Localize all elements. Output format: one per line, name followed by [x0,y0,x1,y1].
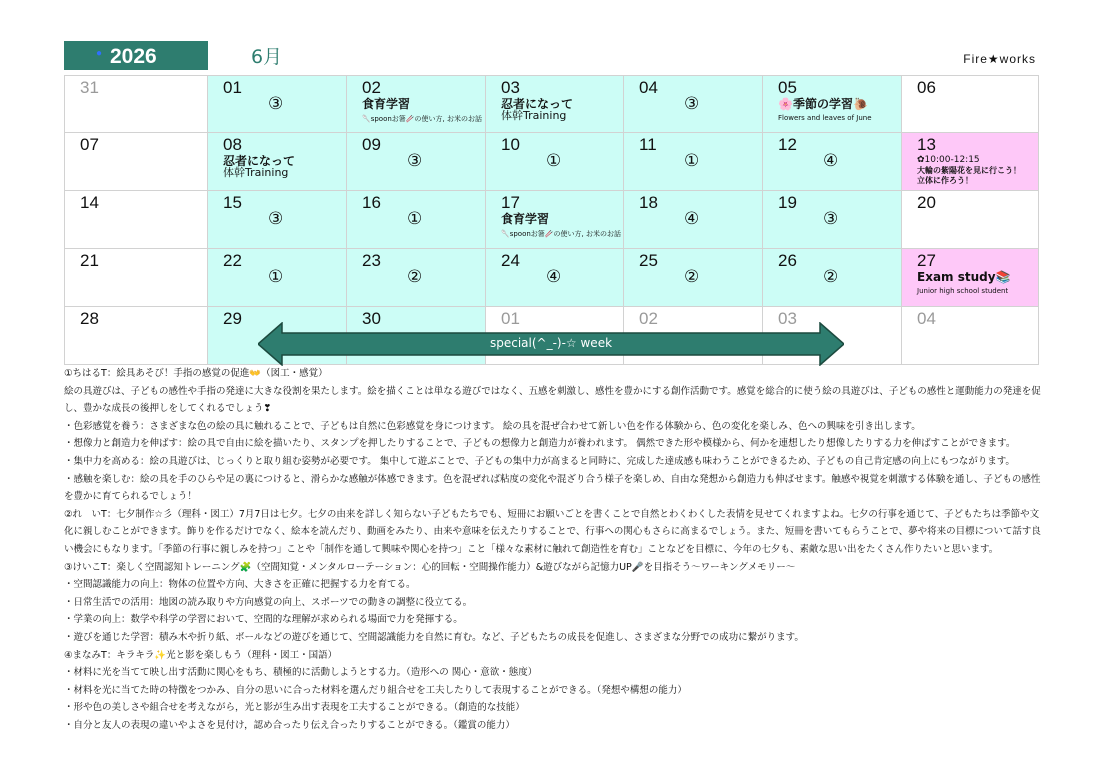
day-number: 01 [223,78,242,97]
brand-logo-text: Fire★works [963,52,1036,66]
day-number: 02 [639,309,658,328]
activity-marker: ④ [823,151,839,171]
activity-marker: ① [268,267,284,287]
day-number: 16 [362,193,381,212]
day-number: 01 [501,309,520,328]
calendar-day-cell [64,307,208,365]
calendar-day-cell [624,133,763,191]
activity-marker: ① [546,151,562,171]
calendar-day-cell [208,249,347,307]
calendar-day-cell [624,249,763,307]
day-number: 14 [80,193,99,212]
note-paragraph: ・空間認識能力の向上：物体の位置や方向、大きさを正確に把握する力を育てる。 [64,579,416,591]
note-paragraph: ・形や色の美しさや組合せを考えながら，光と影が生み出す表現を工夫することができる。（創造的な技能） [64,702,525,714]
activity-marker: ② [407,267,423,287]
activity-marker: ③ [407,151,423,171]
day-number: 11 [639,135,657,154]
event-line: 立体に作ろう！ [917,176,973,185]
note-paragraph: ・自分と友人の表現の違いやよさを見付け，認め合ったり伝え合ったりすることができる。（鑑賞の能力） [64,719,515,731]
event-note: 🥄spoonお箸🥢の使い方, お米のお話 [362,115,482,123]
day-number: 21 [80,251,99,270]
note-paragraph: ②れ いT：七夕制作☆彡（理科・図工）7月7日は七夕。七夕の由来を詳しく知らない子どもたちでも、短冊にお願いごとを書くことで自然とわくわくした表情を見せてくれますよね。七夕の行事を通じて、子どもたちは季節や文化に親しむことができます。飾りを作るだけでなく、絵本を読んだり、動画をみたり、由来や意味を伝えたりすることで、行事への関心もさらに高まるでしょう。また、短冊を書いてもらうことで、夢や将来の目標について話す良い機会にもなります。「季節の行事に親しみを持つ」ことや「制作を通して興味や関心を持つ」こと「様々な素材に触れて創造性を育む」ことなどを目標に、今年の七夕も、素敵な思い出をたくさん作りたいと思います。 [64,508,1041,555]
day-number: 05 [778,78,797,97]
year-label: 2026 [110,45,157,68]
activity-marker: ④ [684,209,700,229]
event-title: Exam study📚 [917,270,1011,284]
day-number: 02 [362,78,381,97]
calendar-day-cell [486,75,624,133]
calendar-day-cell [763,75,902,133]
calendar-day-cell [763,249,902,307]
day-number: 12 [778,135,797,154]
event-title: 🌸季節の学習🐌 [778,97,868,111]
event-subtitle: 体幹Training [501,109,567,122]
calendar-day-cell [486,191,624,249]
calendar-day-cell [347,191,486,249]
day-number: 04 [917,309,936,328]
day-number: 31 [80,78,99,97]
day-number: 10 [501,135,520,154]
activity-marker: ③ [268,94,284,114]
activity-marker: ④ [546,267,562,287]
day-number: 03 [778,309,797,328]
day-number: 29 [223,309,242,328]
calendar-day-cell [902,75,1039,133]
day-number: 25 [639,251,658,270]
event-note: Junior high school student [917,287,1009,295]
event-note: Flowers and leaves of June [778,114,872,122]
event-title: 食育学習 [362,97,411,111]
day-number: 27 [917,251,936,270]
activity-notes [64,365,1044,734]
note-paragraph: ・材料に光を当てて映し出す活動に関心をもち、積極的に活動しようとする力。（造形への 関心・意欲・態度） [64,667,538,679]
year-badge [64,41,208,70]
day-number: 06 [917,78,936,97]
day-number: 30 [362,309,381,328]
day-number: 07 [80,135,99,154]
month-title: 6月 [251,46,283,68]
note-paragraph: ・想像力と創造力を伸ばす：絵の具で自由に絵を描いたり、スタンプを押したりすることで、子どもの想像力と創造力が養われます。 偶然できた形や模様から、何かを連想したり想像したりする力を伸ばすことができます。 [64,438,1016,450]
calendar-day-cell [763,191,902,249]
day-number: 17 [501,193,520,212]
activity-marker: ① [407,209,423,229]
note-paragraph: ・遊びを通じた学習：積み木や折り紙、ボールなどの遊びを通じて、空間認識能力を自然に育む。など、子どもたちの成長を促進し、さまざまな分野での成功に繋がります。 [64,631,804,643]
note-paragraph: ・日常生活での活用：地図の読み取りや方向感覚の向上、スポーツでの動きの調整に役立てる。 [64,596,473,608]
note-paragraph: ③けいこT：楽しく空間認知トレーニング🧩（空間知覚・メンタルローテーション：心的回転・空間操作能力）&遊びながら記憶力UP🎤を目指そう～ワーキングメモリー～ [64,561,796,573]
event-title: 食育学習 [501,212,550,226]
calendar-day-cell [64,133,208,191]
calendar-day-cell [64,191,208,249]
activity-marker: ③ [684,94,700,114]
calendar-day-cell [763,133,902,191]
calendar-day-cell [902,249,1039,307]
day-number: 04 [639,78,658,97]
activity-marker: ① [684,151,700,171]
day-number: 26 [778,251,797,270]
event-line: 大輪の紫陽花を見に行こう！ [917,166,1021,175]
calendar-day-cell [208,133,347,191]
calendar-day-cell [64,249,208,307]
note-paragraph: ・材料を光に当てた時の特徴をつかみ、自分の思いに合った材料を選んだり組合せを工夫したりして表現することができる。（発想や構想の能力） [64,684,687,696]
day-number: 03 [501,78,520,97]
note-paragraph: ・学業の向上：数学や科学の学習において、空間的な理解が求められる場面で力を発揮する。 [64,614,463,626]
event-time: ✿10:00-12:15 [917,155,980,165]
event-title: 忍者になって [501,97,574,111]
day-number: 23 [362,251,381,270]
day-number: 22 [223,251,242,270]
calendar-day-cell [208,191,347,249]
calendar-day-cell [902,133,1039,191]
calendar-day-cell [624,75,763,133]
calendar-day-cell [347,249,486,307]
day-number: 28 [80,309,99,328]
event-subtitle: 体幹Training [223,166,289,179]
day-number: 15 [223,193,242,212]
calendar-day-cell [486,133,624,191]
day-number: 20 [917,193,936,212]
calendar-day-cell [486,249,624,307]
calendar-day-cell [208,75,347,133]
bullet-dot-icon: ● [96,48,103,59]
calendar-day-cell [624,191,763,249]
calendar-day-cell [347,75,486,133]
event-note: 🥄spoonお箸🥢の使い方, お米のお話 [501,230,621,238]
note-paragraph: ・集中力を高める：絵の具遊びは、じっくりと取り組む姿勢が必要です。 集中して遊ぶことで、子どもの集中力が高まると同時に、完成した達成感も味わうことができるため、子どもの自己肯定感の向上にもつながります。 [64,455,1015,467]
activity-marker: ③ [823,209,839,229]
day-number: 24 [501,251,520,270]
event-title: 忍者になって [223,154,296,168]
note-paragraph: 絵の具遊びは、子どもの感性や手指の発達に大きな役割を果たします。絵を描くことは単なる遊びではなく、五感を刺激し、感性を豊かにする創作活動です。感覚を総合的に使う絵の具遊びは、子どもの感性と運動能力の発達を促し、豊かな成長の後押しをしてくれるでしょう❣ [64,385,1041,415]
day-number: 18 [639,193,658,212]
special-week-label: special(^_-)-☆ week [489,336,613,350]
activity-marker: ② [823,267,839,287]
calendar-day-cell [902,191,1039,249]
note-paragraph: ・感触を楽しむ：絵の具を手のひらや足の裏につけると、滑らかな感触が体感できます。色を混ぜれば粘度の変化や混ざり合う様子を楽しめ、自由な発想から創造力も伸ばせます。触感や視覚を刺激する体験を通し、子どもの感性を豊かに育てられるでしょう！ [64,473,1041,503]
event-description [917,166,1021,186]
note-paragraph: ・色彩感覚を養う：さまざまな色の絵の具に触れることで、子どもは自然に色彩感覚を身につけます。 絵の具を混ぜ合わせて新しい色を作る体験から、色の変化を楽しみ、色への興味を引き出します。 [64,420,921,432]
calendar-day-cell [902,307,1039,365]
day-number: 09 [362,135,381,154]
activity-marker: ② [684,267,700,287]
day-number: 19 [778,193,797,212]
note-paragraph: ①ちはるT：絵具あそび！手指の感覚の促進👐（図工・感覚） [64,368,328,379]
day-number: 08 [223,135,242,154]
note-paragraph: ④まなみT：キラキラ✨光と影を楽しもう（理科・図工・国語） [64,649,338,661]
day-number: 13 [917,135,936,154]
activity-marker: ③ [268,209,284,229]
calendar-day-cell [347,133,486,191]
calendar-day-cell [64,75,208,133]
